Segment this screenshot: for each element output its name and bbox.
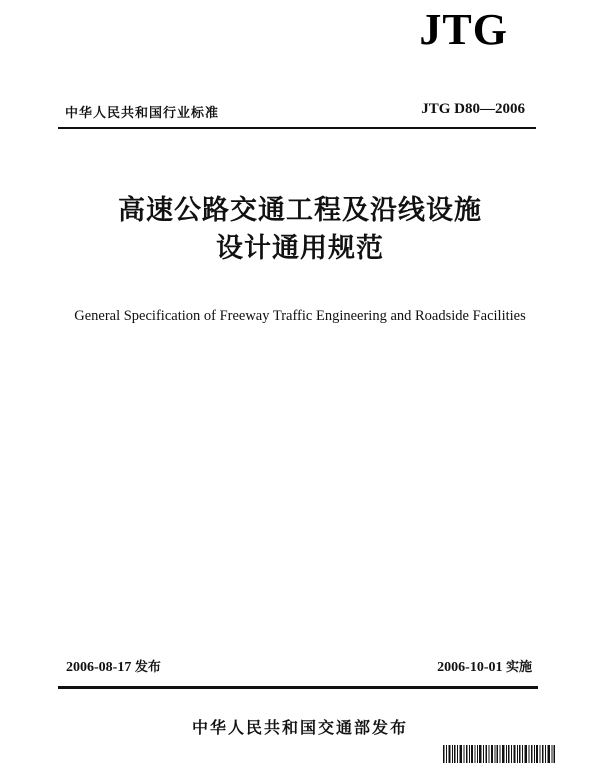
jtg-logo: JTG <box>419 5 508 54</box>
title-chinese <box>0 192 600 268</box>
publish-date <box>66 656 161 676</box>
title-english: General Specification of Freeway Traffic Engineering and Roadside Facilities <box>74 308 526 324</box>
title-cn-line1: 高速公路交通工程及沿线设施 <box>118 195 482 226</box>
effective-date-value: 2006-10-01 <box>437 660 503 675</box>
publish-label: 发布 <box>134 660 161 675</box>
header-divider <box>58 127 536 129</box>
barcode-icon <box>443 745 555 763</box>
standard-code: JTG D80—2006 <box>421 101 525 117</box>
issuer: 中华人民共和国交通部发布 <box>191 718 408 737</box>
effective-label: 实施 <box>505 660 532 675</box>
footer-divider <box>58 686 538 689</box>
publish-date-value: 2006-08-17 <box>66 660 132 675</box>
effective-date <box>437 656 532 676</box>
standard-type: 中华人民共和国行业标准 <box>65 106 220 121</box>
title-cn-line2: 设计通用规范 <box>216 233 384 264</box>
